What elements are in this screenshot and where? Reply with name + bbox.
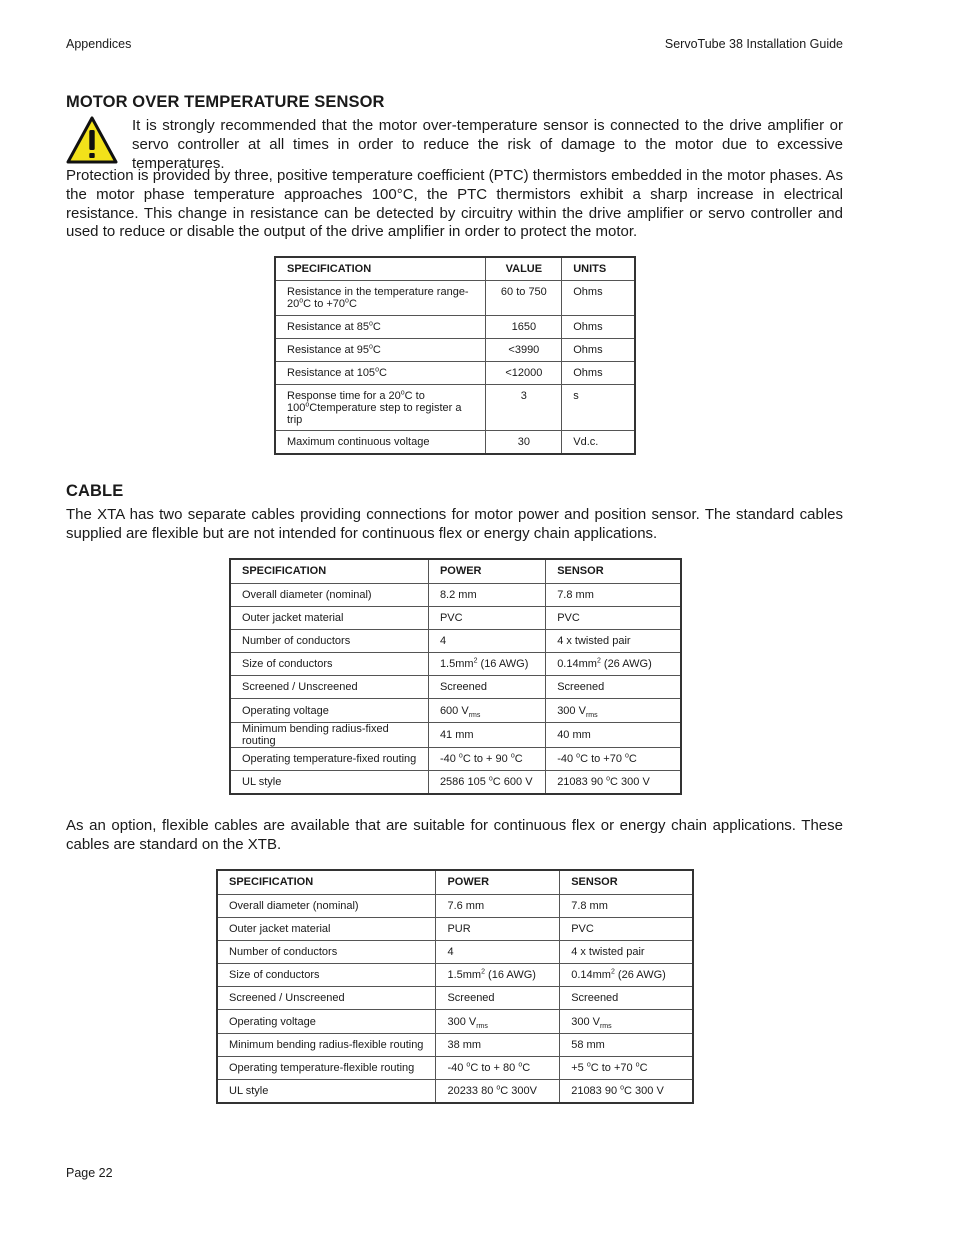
cell-spec: UL style (230, 770, 428, 793)
warning-text: It is strongly recommended that the motor over-temperature sensor is connected to the drive amplifier or servo controller at all times in order to reduce the risk of damage to the motor due to excessive temperatures. (132, 117, 843, 172)
col-header-spec: SPECIFICATION (275, 257, 486, 281)
cell-spec: Response time for a 20$^o$C to 100$^o$Ctemperature step to register a trip (275, 385, 486, 431)
table-row (275, 281, 635, 316)
table-row (230, 629, 681, 652)
flexible-cable-description: As an option, flexible cables are available that are suitable for continuous flex or energy chain applications. These cables are standard on the XTB. (66, 817, 843, 853)
cell-spec: Number of conductors (230, 629, 428, 652)
cell-units: s (562, 385, 635, 431)
cell-power: PUR (436, 917, 560, 940)
table-header-row (275, 257, 635, 281)
cell-power: Screened (436, 987, 560, 1010)
cell-sensor: 300 $V_{rms}$ (546, 699, 681, 722)
table-row (230, 676, 681, 699)
cell-spec: Screened / Unscreened (230, 676, 428, 699)
cell-spec: Outer jacket material (217, 917, 436, 940)
cell-sensor: PVC (546, 606, 681, 629)
table-row (230, 770, 681, 793)
page-number: Page 22 (66, 1166, 113, 1180)
cell-power: 41 mm (428, 722, 545, 747)
cell-units: Ohms (562, 281, 635, 316)
table-row (217, 964, 693, 987)
cell-spec: Operating voltage (230, 699, 428, 722)
cell-spec: Resistance at 105$^o$C (275, 362, 486, 385)
table-header-row (230, 559, 681, 583)
flexible-cable-table (216, 869, 694, 1104)
cell-spec: Overall diameter (nominal) (217, 894, 436, 917)
col-header-power: POWER (436, 870, 560, 894)
cell-value: 60 to 750 (486, 281, 562, 316)
cell-sensor: $0.14mm^2$ (26 AWG) (560, 964, 693, 987)
table-row (230, 583, 681, 606)
cell-sensor: 40 mm (546, 722, 681, 747)
cell-power: 8.2 mm (428, 583, 545, 606)
col-header-sensor: SENSOR (560, 870, 693, 894)
cell-value: <3990 (486, 339, 562, 362)
cell-power: 4 (436, 940, 560, 963)
cell-spec: Maximum continuous voltage (275, 431, 486, 454)
cell-power: 300 $V_{rms}$ (436, 1010, 560, 1033)
thermistor-spec-table (274, 256, 636, 455)
cell-power: 38 mm (436, 1033, 560, 1056)
cell-sensor: 21083 90 $^o$C 300 V (560, 1080, 693, 1103)
table-row (230, 606, 681, 629)
cell-value: <12000 (486, 362, 562, 385)
col-header-spec: SPECIFICATION (230, 559, 428, 583)
cell-power: 7.6 mm (436, 894, 560, 917)
standard-cable-table (229, 558, 682, 795)
table-row (275, 385, 635, 431)
cell-sensor: $0.14mm^2$ (26 AWG) (546, 653, 681, 676)
cell-units: Ohms (562, 316, 635, 339)
cell-spec: UL style (217, 1080, 436, 1103)
cell-sensor: 4 x twisted pair (560, 940, 693, 963)
table-row (217, 894, 693, 917)
cell-spec: Outer jacket material (230, 606, 428, 629)
cell-power: $1.5mm^2$ (16 AWG) (436, 964, 560, 987)
cell-power: 600 $V_{rms}$ (428, 699, 545, 722)
ptc-description: Protection is provided by three, positive temperature coefficient (PTC) thermistors embedded in the motor phases. As the motor phase temperature approaches 100°C, the PTC thermistors exhibit a sharp increase in electrical resistance. This change in resistance can be detected by circuitry within the drive amplifier or servo controller and used to reduce or disable the output of the drive amplifier in order to protect the motor. (66, 167, 843, 241)
col-header-power: POWER (428, 559, 545, 583)
cell-spec: Minimum bending radius-fixed routing (230, 722, 428, 747)
table-row (275, 431, 635, 454)
header-section-label: Appendices (66, 37, 132, 51)
table-row (217, 987, 693, 1010)
cell-spec: Operating temperature-fixed routing (230, 747, 428, 770)
cell-sensor: -40 $^o$C to +70 $^o$C (546, 747, 681, 770)
cell-value: 1650 (486, 316, 562, 339)
cell-spec: Number of conductors (217, 940, 436, 963)
cell-spec: Screened / Unscreened (217, 987, 436, 1010)
cell-spec: Size of conductors (230, 653, 428, 676)
section-title-motor-temp: MOTOR OVER TEMPERATURE SENSOR (66, 93, 385, 111)
cable-description: The XTA has two separate cables providing connections for motor power and position sensor. The standard cables supplied are flexible but are not intended for continuous flex or energy chain applications. (66, 506, 843, 542)
col-header-spec: SPECIFICATION (217, 870, 436, 894)
cell-value: 3 (486, 385, 562, 431)
cell-power: 20233 80 $^o$C 300V (436, 1080, 560, 1103)
table-row (230, 653, 681, 676)
table-row (275, 316, 635, 339)
cell-sensor: 7.8 mm (546, 583, 681, 606)
section-title-cable: CABLE (66, 482, 124, 500)
cell-sensor: 300 $V_{rms}$ (560, 1010, 693, 1033)
cell-units: Vd.c. (562, 431, 635, 454)
cell-units: Ohms (562, 339, 635, 362)
cell-sensor: PVC (560, 917, 693, 940)
cell-sensor: 21083 90 $^o$C 300 V (546, 770, 681, 793)
cell-value: 30 (486, 431, 562, 454)
cell-power: 4 (428, 629, 545, 652)
table-row (230, 699, 681, 722)
cell-sensor: Screened (560, 987, 693, 1010)
cell-power: -40 $^o$C to + 80 $^o$C (436, 1056, 560, 1079)
table-row (217, 1033, 693, 1056)
table-row (217, 1080, 693, 1103)
cell-spec: Resistance at 85$^o$C (275, 316, 486, 339)
table-row (217, 1010, 693, 1033)
cell-spec: Overall diameter (nominal) (230, 583, 428, 606)
cell-spec: Operating voltage (217, 1010, 436, 1033)
header-document-title: ServoTube 38 Installation Guide (664, 37, 843, 51)
cell-sensor: +5 $^o$C to +70 $^o$C (560, 1056, 693, 1079)
table-row (217, 940, 693, 963)
cell-sensor: Screened (546, 676, 681, 699)
table-row (230, 722, 681, 747)
cell-spec: Operating temperature-flexible routing (217, 1056, 436, 1079)
cell-spec: Resistance at 95$^o$C (275, 339, 486, 362)
warning-triangle-icon (66, 116, 118, 164)
cell-spec: Resistance in the temperature range-20$^o$C to $+70^oC$ (275, 281, 486, 316)
cell-spec: Size of conductors (217, 964, 436, 987)
cell-sensor: 58 mm (560, 1033, 693, 1056)
col-header-units: UNITS (562, 257, 635, 281)
cell-sensor: 7.8 mm (560, 894, 693, 917)
table-row (230, 747, 681, 770)
cell-power: PVC (428, 606, 545, 629)
table-row (217, 1056, 693, 1079)
cell-sensor: 4 x twisted pair (546, 629, 681, 652)
cell-power: $1.5mm^2$ (16 AWG) (428, 653, 545, 676)
cell-power: 2586 105 $^o$C 600 V (428, 770, 545, 793)
cell-units: Ohms (562, 362, 635, 385)
table-header-row (217, 870, 693, 894)
cell-power: Screened (428, 676, 545, 699)
col-header-value: VALUE (486, 257, 562, 281)
table-row (217, 917, 693, 940)
table-row (275, 362, 635, 385)
cell-power: -40 $^o$C to + 90 $^o$C (428, 747, 545, 770)
table-row (275, 339, 635, 362)
col-header-sensor: SENSOR (546, 559, 681, 583)
cell-spec: Minimum bending radius-flexible routing (217, 1033, 436, 1056)
